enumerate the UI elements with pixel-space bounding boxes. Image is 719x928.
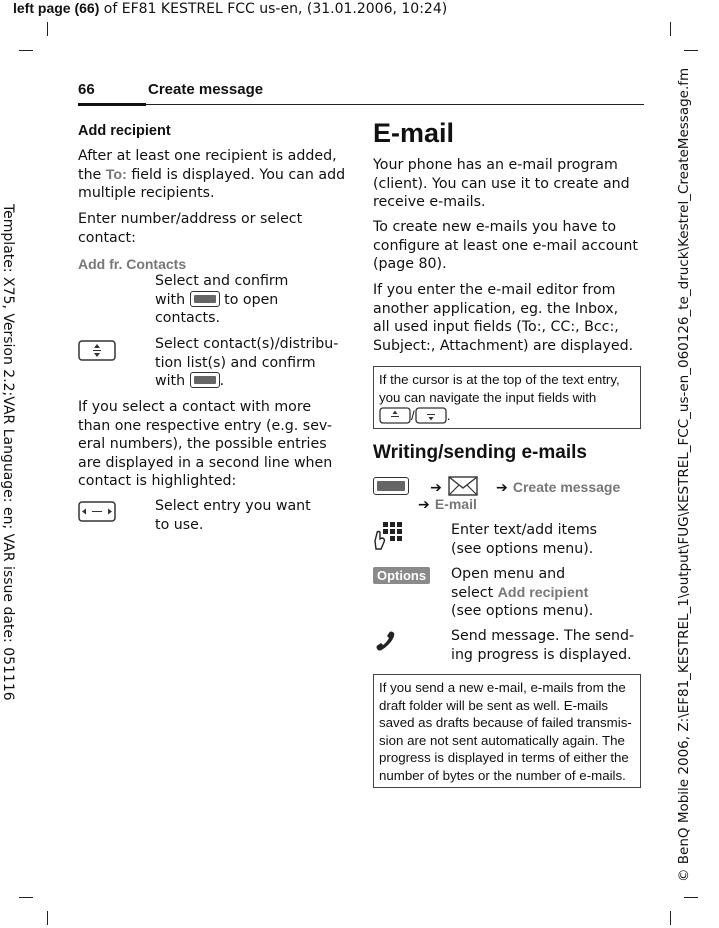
print-header — [13, 0, 447, 17]
paragraph: To create new e-mails you have to configure at least one e-mail account (page 80). — [373, 219, 638, 273]
add-recipient-heading: Add recipient — [78, 123, 171, 139]
doc-info: of EF81 KESTREL FCC us-en, (31.01.2006, 10:24) — [99, 1, 448, 17]
crop-mark — [684, 50, 698, 51]
page-number: 66 — [78, 81, 95, 98]
paragraph: Enter number/address or select contact: — [78, 211, 303, 246]
step-select-confirm: Select and confirm with to open contacts. — [155, 273, 289, 327]
paragraph: After at least one recipient is added, the To: field is displayed. You can add multiple recipients. — [78, 148, 346, 202]
step-select-contacts: Select contact(s)/distribu- tion list(s) and confirm with . — [155, 336, 339, 390]
navigate-down-key-icon — [415, 407, 447, 424]
header-rule-accent — [78, 103, 146, 106]
menu-email: E-mail — [434, 496, 477, 512]
page-label: left page (66) — [13, 0, 100, 16]
add-recipient-option: Add recipient — [497, 584, 589, 601]
options-softkey: Options — [373, 567, 430, 584]
crop-mark — [670, 911, 671, 925]
menu-path: ➔ ➔ Create message — [373, 475, 645, 497]
email-section-title: E-mail — [373, 118, 455, 148]
keypad-icon — [374, 521, 404, 551]
crop-mark — [47, 911, 48, 925]
crop-mark — [19, 50, 33, 51]
note-box-cursor: If the cursor is at the top of the text entry, you can navigate the input fields with / . — [373, 366, 641, 429]
call-send-key-icon — [374, 630, 398, 654]
crop-mark — [19, 897, 33, 898]
copyright-path: © BenQ Mobile 2006, Z:\EF81_KESTREL_1\output\FUG\KESTREL_FCC_us-en_060126_te_druck\Kestrel_CreateMessage.fm — [676, 67, 692, 882]
crop-mark — [670, 22, 671, 36]
row-enter-text: Enter text/add items (see options menu). — [451, 522, 598, 557]
navigate-leftright-key-icon — [78, 501, 116, 522]
note-box-drafts: If you send a new e-mail, e-mails from the draft folder will be sent as well. E-mails saved as drafts because of failed transmis- sion are not sent automatically again. The progress is displayed in terms of either the number of bytes or the number of e-mails. — [373, 674, 641, 788]
menu-create-message: Create message — [512, 479, 621, 495]
paragraph: If you select a contact with more than one respective entry (e.g. sev- eral numbers), the possible entries are displayed in a second line when contact is highlighted: — [78, 399, 333, 490]
add-from-contacts-label: Add fr. Contacts — [78, 256, 187, 272]
page-title: Create message — [148, 81, 264, 98]
crop-mark — [47, 22, 48, 36]
header-rule — [78, 104, 644, 105]
center-key-icon — [373, 477, 409, 495]
crop-mark — [684, 897, 698, 898]
menu-path-line2: ➔ E-mail — [418, 496, 477, 513]
to-field-label: To: — [105, 166, 127, 183]
paragraph: If you enter the e-mail editor from another application, eg. the Inbox, all used input fields (To:, CC:, Bcc:, Subject:, Attachment) are displayed. — [373, 282, 634, 354]
paragraph: Your phone has an e-mail program (client). You can use it to create and receive e-mails. — [373, 157, 630, 211]
row-open-menu: Open menu and select Add recipient (see options menu). — [451, 566, 594, 620]
center-key-icon — [190, 372, 220, 388]
template-info: Template: X75, Version 2.2;VAR Language: en; VAR issue date: 051116 — [0, 204, 16, 701]
row-send-message: Send message. The send- ing progress is displayed. — [451, 628, 635, 663]
writing-sending-heading: Writing/sending e-mails — [373, 442, 587, 463]
center-key-icon — [190, 291, 220, 307]
navigate-up-key-icon — [379, 407, 411, 424]
navigate-updown-key-icon — [78, 340, 116, 361]
step-select-entry: Select entry you want to use. — [155, 498, 311, 533]
